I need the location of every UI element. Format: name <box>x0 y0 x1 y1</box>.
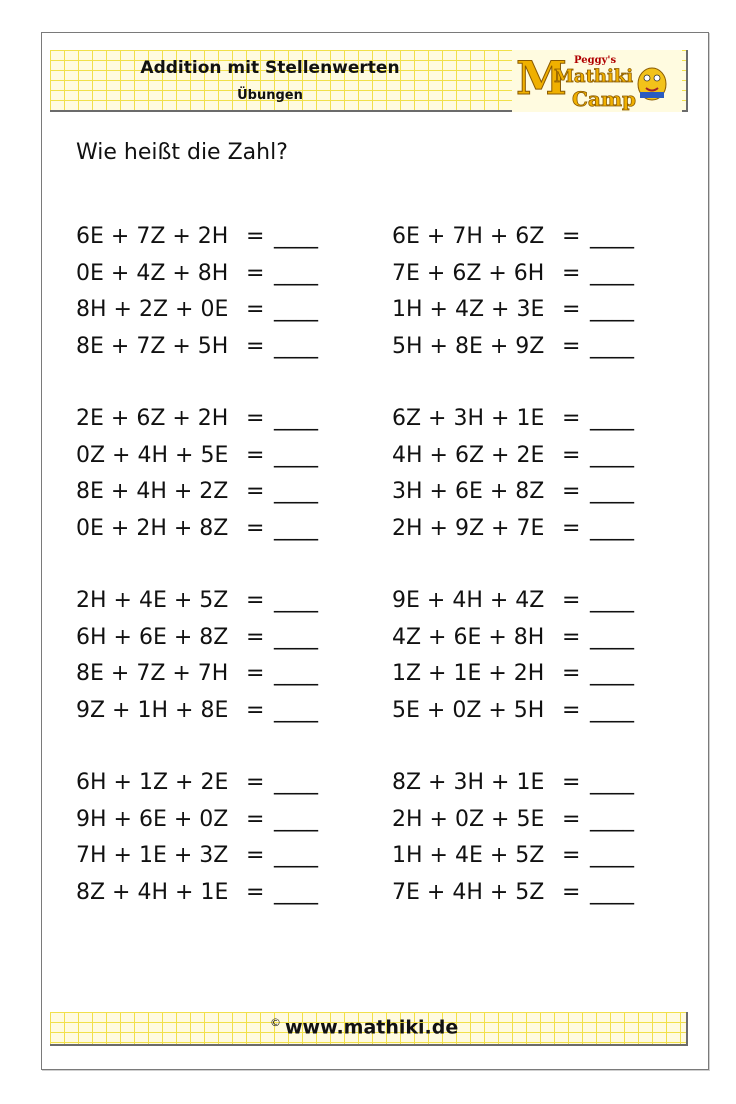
exercise-expression: 1H + 4Z + 3E <box>392 297 545 322</box>
exercise-expression: 8H + 2Z + 0E <box>76 297 229 322</box>
exercise-expression: 6H + 6E + 8Z <box>76 624 229 650</box>
question-heading: Wie heißt die Zahl? <box>76 140 288 165</box>
answer-blank[interactable]: ____ <box>274 624 318 650</box>
equals-sign: = <box>562 806 581 832</box>
equals-sign: = <box>246 879 265 905</box>
exercise-expression: 4Z + 6E + 8H <box>392 624 545 650</box>
equals-sign: = <box>246 661 265 686</box>
answer-blank[interactable]: ____ <box>274 442 318 468</box>
exercise-expression: 0Z + 4H + 5E <box>76 442 229 468</box>
equals-sign: = <box>246 588 265 613</box>
answer-blank[interactable]: ____ <box>590 806 634 832</box>
exercise-expression: 7H + 1E + 3Z <box>76 843 229 868</box>
worksheet-page <box>41 32 709 1070</box>
exercise-expression: 9E + 4H + 4Z <box>392 588 545 613</box>
answer-blank[interactable]: ____ <box>590 333 634 359</box>
equals-sign: = <box>246 442 265 468</box>
exercise-expression: 8E + 7Z + 5H <box>76 333 229 359</box>
equals-sign: = <box>562 588 581 613</box>
equals-sign: = <box>246 297 265 322</box>
exercise-expression: 8Z + 3H + 1E <box>392 770 545 795</box>
answer-blank[interactable]: ____ <box>590 297 634 322</box>
logo-text-sub: Camp <box>572 87 637 111</box>
answer-blank[interactable]: ____ <box>590 442 634 468</box>
equals-sign: = <box>562 843 581 868</box>
answer-blank[interactable]: ____ <box>274 770 318 795</box>
exercise-expression: 7E + 4H + 5Z <box>392 879 545 905</box>
exercise-expression: 7E + 6Z + 6H <box>392 260 545 286</box>
exercise-expression: 9H + 6E + 0Z <box>76 806 229 832</box>
exercise-expression: 4H + 6Z + 2E <box>392 442 545 468</box>
answer-blank[interactable]: ____ <box>590 406 634 431</box>
answer-blank[interactable]: ____ <box>590 843 634 868</box>
answer-blank[interactable]: ____ <box>274 333 318 359</box>
answer-blank[interactable]: ____ <box>274 697 318 723</box>
equals-sign: = <box>562 515 581 541</box>
equals-sign: = <box>246 333 265 359</box>
equals-sign: = <box>246 697 265 723</box>
copyright-symbol: © <box>270 1016 281 1029</box>
exercise-expression: 1H + 4E + 5Z <box>392 843 545 868</box>
equals-sign: = <box>562 624 581 650</box>
equals-sign: = <box>246 260 265 286</box>
answer-blank[interactable]: ____ <box>590 588 634 613</box>
exercise-expression: 3H + 6E + 8Z <box>392 479 545 504</box>
answer-blank[interactable]: ____ <box>590 479 634 504</box>
logo-text-top: Peggy's <box>574 55 617 66</box>
answer-blank[interactable]: ____ <box>274 479 318 504</box>
equals-sign: = <box>562 770 581 795</box>
exercise-expression: 0E + 4Z + 8H <box>76 260 229 286</box>
equals-sign: = <box>562 442 581 468</box>
exercise-expression: 5E + 0Z + 5H <box>392 697 545 723</box>
exercise-expression: 8Z + 4H + 1E <box>76 879 229 905</box>
exercise-expression: 6Z + 3H + 1E <box>392 406 545 431</box>
answer-blank[interactable]: ____ <box>590 515 634 541</box>
equals-sign: = <box>246 624 265 650</box>
exercise-expression: 8E + 4H + 2Z <box>76 479 229 504</box>
equals-sign: = <box>246 843 265 868</box>
answer-blank[interactable]: ____ <box>590 260 634 286</box>
answer-blank[interactable]: ____ <box>590 624 634 650</box>
exercise-expression: 9Z + 1H + 8E <box>76 697 229 723</box>
equals-sign: = <box>246 515 265 541</box>
answer-blank[interactable]: ____ <box>590 879 634 905</box>
exercise-expression: 6E + 7H + 6Z <box>392 224 545 249</box>
answer-blank[interactable]: ____ <box>274 879 318 905</box>
equals-sign: = <box>562 260 581 286</box>
exercise-expression: 5H + 8E + 9Z <box>392 333 545 359</box>
equals-sign: = <box>562 661 581 686</box>
answer-blank[interactable]: ____ <box>590 697 634 723</box>
answer-blank[interactable]: ____ <box>274 515 318 541</box>
exercise-expression: 8E + 7Z + 7H <box>76 661 229 686</box>
logo-text-main: Mathiki <box>554 66 634 87</box>
equals-sign: = <box>246 406 265 431</box>
answer-blank[interactable]: ____ <box>274 224 318 249</box>
answer-blank[interactable]: ____ <box>590 224 634 249</box>
worksheet-subtitle: Übungen <box>237 88 303 103</box>
footer-url-text[interactable]: www.mathiki.de <box>285 1016 459 1039</box>
exercise-expression: 6E + 7Z + 2H <box>76 224 229 249</box>
equals-sign: = <box>246 224 265 249</box>
equals-sign: = <box>562 333 581 359</box>
exercise-expression: 2H + 0Z + 5E <box>392 806 545 832</box>
equals-sign: = <box>562 697 581 723</box>
exercise-expression: 2H + 9Z + 7E <box>392 515 545 541</box>
equals-sign: = <box>562 224 581 249</box>
answer-blank[interactable]: ____ <box>274 661 318 686</box>
exercise-expression: 1Z + 1E + 2H <box>392 661 545 686</box>
answer-blank[interactable]: ____ <box>590 770 634 795</box>
equals-sign: = <box>246 806 265 832</box>
equals-sign: = <box>246 479 265 504</box>
answer-blank[interactable]: ____ <box>274 843 318 868</box>
equals-sign: = <box>246 770 265 795</box>
footer-url[interactable] <box>270 1016 458 1038</box>
answer-blank[interactable]: ____ <box>274 406 318 431</box>
equals-sign: = <box>562 479 581 504</box>
exercise-expression: 2E + 6Z + 2H <box>76 406 229 431</box>
exercise-expression: 0E + 2H + 8Z <box>76 515 229 541</box>
exercise-expression: 6H + 1Z + 2E <box>76 770 229 795</box>
equals-sign: = <box>562 406 581 431</box>
answer-blank[interactable]: ____ <box>274 297 318 322</box>
logo-letter-m: M <box>516 51 567 105</box>
answer-blank[interactable]: ____ <box>590 661 634 686</box>
logo-mascot <box>638 68 666 100</box>
mathiki-camp-logo <box>512 50 682 112</box>
equals-sign: = <box>562 297 581 322</box>
equals-sign: = <box>562 879 581 905</box>
answer-blank[interactable]: ____ <box>274 260 318 286</box>
exercise-expression: 2H + 4E + 5Z <box>76 588 229 613</box>
answer-blank[interactable]: ____ <box>274 806 318 832</box>
answer-blank[interactable]: ____ <box>274 588 318 613</box>
worksheet-title: Addition mit Stellenwerten <box>140 58 400 78</box>
